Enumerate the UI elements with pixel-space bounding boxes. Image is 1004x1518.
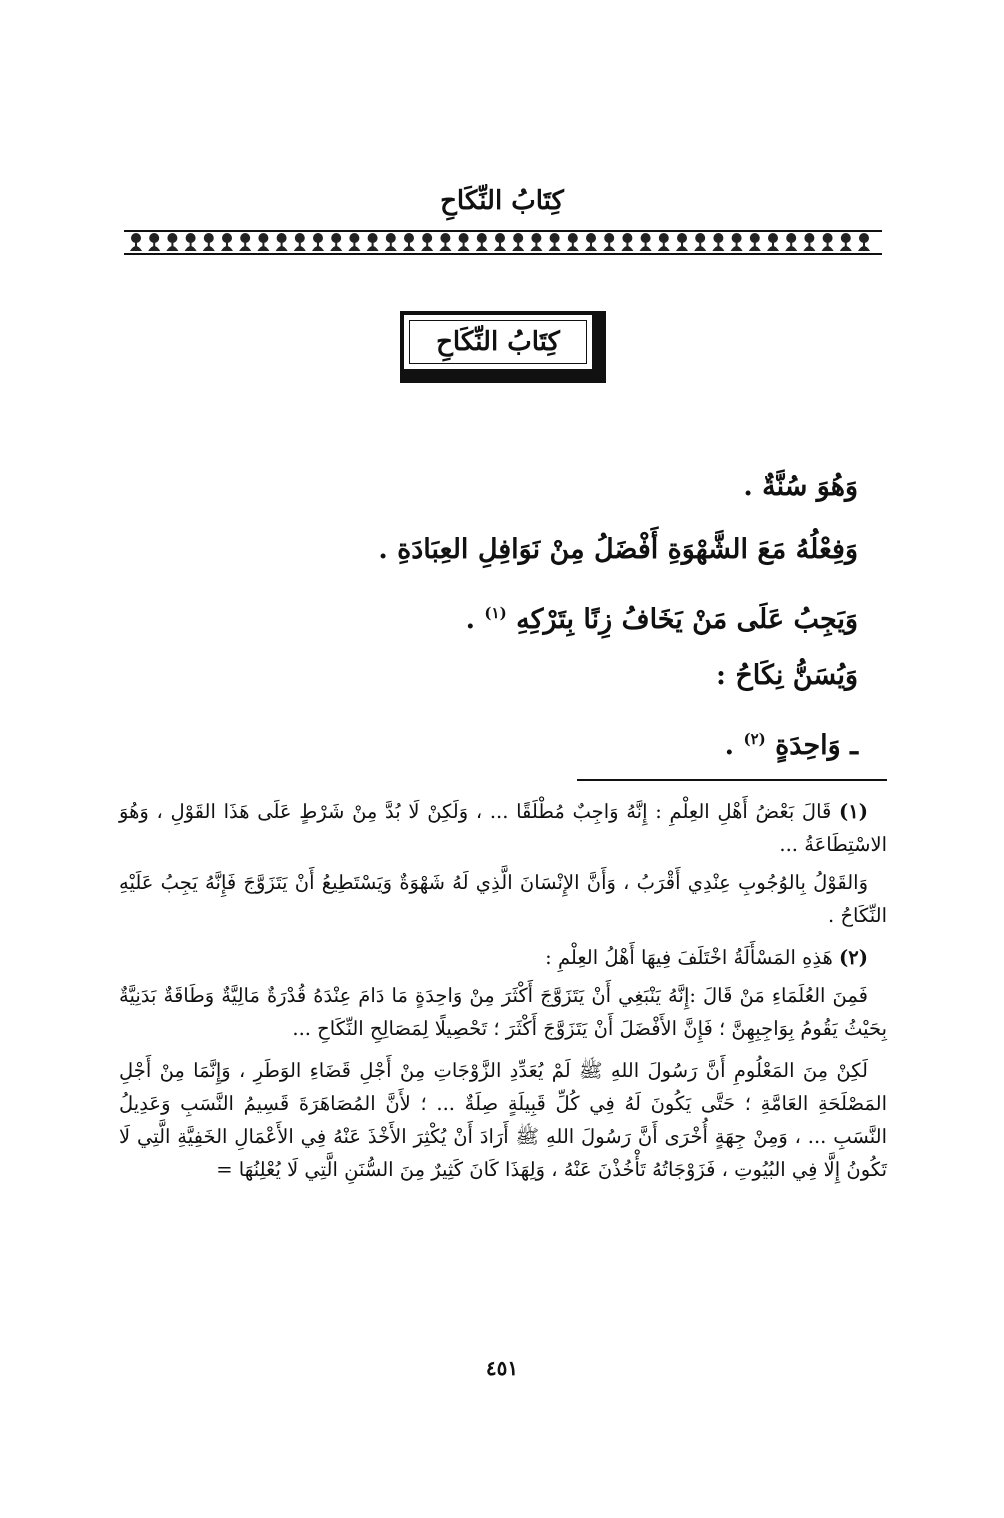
ornament-motif bbox=[567, 233, 579, 251]
ornament-motif bbox=[185, 233, 197, 251]
footnote-2-paragraph-3: لَكِنْ مِنَ المَعْلُومِ أَنَّ رَسُولَ اللهِ ﷺ لَمْ يُعَدِّدِ الزَّوْجَاتِ مِنْ أَجْلِ قَضَاءِ الوَطَرِ ، وَإِنَّمَا مِنْ أَجْلِ المَصْلَحَةِ العَامَّةِ ؛ حَتَّى يَكُونَ لَهُ فِي كُلِّ قَبِيلَةٍ صِلَةٌ ... ؛ لأَنَّ المُصَاهَرَةَ قَسِيمُ النَّسَبِ وَعَدِيلُ النَّسَبِ ... ، وَمِنْ جِهَةٍ أُخْرَى أَنَّ رَسُولَ اللهِ ﷺ أَرَادَ أَنْ يُكْثِرَ الأَخْذَ عَنْهُ فِي الأَعْمَالِ الخَفِيَّةِ الَّتِي لَا تَكُونُ إِلَّا فِي البُيُوتِ ، فَزَوْجَاتُهُ تَأْخُذْنَ عَنْهُ ، وَلِهَذَا كَانَ كَثِيرٌ مِنَ السُّنَنِ الَّتِي لَا يُعْلِنُهَا = bbox=[119, 1059, 887, 1181]
ornament-motif bbox=[621, 233, 633, 251]
footnote-separator bbox=[577, 779, 887, 781]
footnote-2-text: هَذِهِ المَسْأَلَةُ اخْتَلَفَ فِيهَا أَهْلُ العِلْمِ : bbox=[545, 946, 840, 969]
ornament-motif bbox=[676, 233, 688, 251]
decorative-border bbox=[122, 227, 884, 257]
chapter-title-frame bbox=[402, 313, 594, 371]
chapter-title: كِتَابُ النِّكَاحِ bbox=[409, 320, 587, 364]
ornament-motif bbox=[330, 233, 342, 251]
ornament-motif bbox=[385, 233, 397, 251]
ornament-motif bbox=[549, 233, 561, 251]
ornament-motif bbox=[476, 233, 488, 251]
footnote-1-paragraph-2: وَالقَوْلُ بِالوُجُوبِ عِنْدِي أَقْرَبُ ، وَأَنَّ الإِنْسَانَ الَّذِي لَهُ شَهْوَةٌ وَيَسْتَطِيعُ أَنْ يَتَزَوَّجَ فَإِنَّهُ يَجِبُ عَلَيْهِ النِّكَاحُ . bbox=[119, 871, 887, 927]
footnote-ref-1: (١) bbox=[484, 604, 507, 622]
ornament-motif bbox=[858, 233, 870, 251]
ornament-motif bbox=[694, 233, 706, 251]
ornament-motif bbox=[421, 233, 433, 251]
ornament-motif bbox=[294, 233, 306, 251]
main-line-1: وَهُوَ سُنَّةٌ . bbox=[743, 471, 858, 502]
main-text bbox=[138, 462, 858, 777]
ornament-motif bbox=[312, 233, 324, 251]
ornament-motif bbox=[585, 233, 597, 251]
footnote-2-number: (٢) bbox=[839, 946, 868, 969]
main-line-5 bbox=[138, 714, 858, 777]
ornament-motif bbox=[130, 233, 142, 251]
ornament-motif bbox=[367, 233, 379, 251]
ornament-motif bbox=[767, 233, 779, 251]
ornament-motif bbox=[348, 233, 360, 251]
ornament-motif bbox=[458, 233, 470, 251]
footnote-1-number: (١) bbox=[839, 800, 868, 823]
ornament-motif bbox=[749, 233, 761, 251]
main-line-3-text: وَيَجِبُ عَلَى مَنْ يَخَافُ زِنًا بِتَرْكِهِ bbox=[516, 604, 858, 635]
ornament-motif bbox=[785, 233, 797, 251]
footnote-1-text: قَالَ بَعْضُ أَهْلِ العِلْمِ : إِنَّهُ وَاجِبٌ مُطْلَقًا ... ، وَلَكِنْ لَا بُدَّ مِنْ شَرْطٍ عَلَى هَذَا القَوْلِ ، وَهُوَ الاسْتِطَاعَةُ ... bbox=[119, 800, 887, 856]
ornament-motif bbox=[530, 233, 542, 251]
main-line-2: وَفِعْلُهُ مَعَ الشَّهْوَةِ أَفْضَلُ مِنْ نَوَافِلِ العِبَادَةِ . bbox=[378, 534, 858, 565]
ornament-motif bbox=[731, 233, 743, 251]
footnote-1 bbox=[119, 795, 887, 861]
ornament-motif bbox=[203, 233, 215, 251]
ornament-motif bbox=[403, 233, 415, 251]
page-number: ٤٥١ bbox=[485, 1356, 519, 1380]
ornament-motif bbox=[257, 233, 269, 251]
footnote-2-paragraph-2: فَمِنَ العُلَمَاءِ مَنْ قَالَ :إِنَّهُ يَنْبَغِي أَنْ يَتَزَوَّجَ أَكْثَرَ مِنْ وَاحِدَةٍ مَا دَامَ عِنْدَهُ قُدْرَةٌ مَالِيَّةٌ وَطَاقَةٌ بَدَنِيَّةٌ بِحَيْثُ يَقُومُ بِوَاجِبِهِنَّ ؛ فَإِنَّ الأَفْضَلَ أَنْ يَتَزَوَّجَ أَكْثَرَ ؛ تَحْصِيلًا لِمَصَالِحِ النِّكَاحِ ... bbox=[119, 984, 887, 1040]
ornament-motif bbox=[512, 233, 524, 251]
ornament-motif bbox=[439, 233, 451, 251]
ornament-motif bbox=[640, 233, 652, 251]
main-line-4: وَيُسَنُّ نِكَاحُ : bbox=[715, 660, 858, 691]
ornament-motif bbox=[276, 233, 288, 251]
main-line-3-end: . bbox=[465, 604, 485, 635]
footnotes bbox=[119, 795, 887, 1195]
ornament-motif bbox=[712, 233, 724, 251]
main-line-5-text: ـ وَاحِدَةٍ bbox=[775, 730, 858, 761]
ornament-motif bbox=[840, 233, 852, 251]
main-line-5-end: . bbox=[724, 730, 744, 761]
footnote-ref-2: (٢) bbox=[743, 730, 766, 748]
running-header: كِتَابُ النِّكَاحِ bbox=[440, 186, 564, 216]
main-line-3 bbox=[138, 588, 858, 651]
ornament-motif bbox=[658, 233, 670, 251]
footnote-2 bbox=[119, 941, 887, 974]
ornament-motif bbox=[603, 233, 615, 251]
ornament-motif bbox=[494, 233, 506, 251]
ornament-motif bbox=[822, 233, 834, 251]
ornament-motif bbox=[148, 233, 160, 251]
ornament-motif bbox=[803, 233, 815, 251]
ornament-motif bbox=[221, 233, 233, 251]
ornament-motif bbox=[166, 233, 178, 251]
ornament-motif bbox=[239, 233, 251, 251]
